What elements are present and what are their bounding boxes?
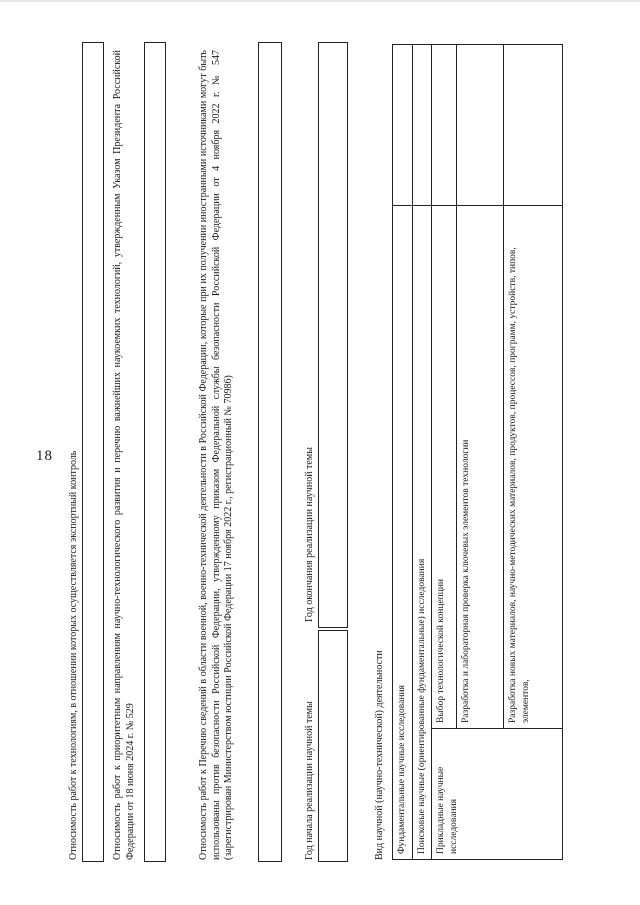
start-year-label: Год начала реализации научной темы <box>304 701 315 860</box>
page-number: 18 <box>36 448 53 464</box>
applied-item-2: Разработка и лабораторная проверка ключевых элементов технологии <box>457 206 504 729</box>
end-year-label: Год окончания реализации научной темы <box>304 447 315 622</box>
table-row <box>432 45 457 860</box>
applied-cell: Прикладные научные исследования <box>432 729 563 860</box>
scan-edge <box>0 0 640 2</box>
technology-field[interactable] <box>82 42 104 862</box>
applied-item-3: Разработка новых материалов, научно-методических материалов, продуктов, процессов, программ, устройств, типов, элементов, <box>504 206 563 729</box>
rotated-form <box>68 42 582 862</box>
table-row <box>393 45 413 860</box>
exploratory-cell: Поисковые научные (ориентированные фундаментальные) исследования <box>412 206 432 860</box>
end-year-field[interactable] <box>318 42 348 628</box>
activity-type-label: Вид научной (научно-технической) деятельности <box>374 650 385 860</box>
applied-check-1[interactable] <box>432 45 457 206</box>
technology-label: Относимость работ к технологиям, в отношении которых осуществляется экспортный контроль <box>68 450 79 860</box>
fundamental-check[interactable] <box>393 45 413 206</box>
military-text: Относимость работ к Перечню сведений в области военной, военно-технической деятельности в Российской Федерации, которые при их получении иностранными источниками могут быть использованы против безопасности Российской Федерации, утвержденному приказом Федеральной службы безопасности Российской Федерации от 4 ноября 2022 г. № 547 (зарегистрирован Министерством юстиции Российской Федерации 17 ноября 2022 г., регистрационный № 70986) <box>198 50 234 860</box>
fundamental-cell: Фундаментальные научные исследования <box>393 206 413 860</box>
priority-field[interactable] <box>144 42 166 862</box>
table-row <box>412 45 432 860</box>
applied-check-2[interactable] <box>457 45 504 206</box>
activity-type-table <box>392 44 563 860</box>
start-year-field[interactable] <box>318 630 348 862</box>
military-field[interactable] <box>258 42 282 862</box>
exploratory-check[interactable] <box>412 45 432 206</box>
applied-item-1: Выбор технологической концепции <box>432 206 457 729</box>
applied-check-3[interactable] <box>504 45 563 206</box>
priority-text: Относимость работ к приоритетным направлениям научно-технологического развития и перечню важнейших наукоемких технологий, утвержденным Указом Президента Российской Федерации от 18 июня 2024 г. № 529 <box>112 50 136 860</box>
